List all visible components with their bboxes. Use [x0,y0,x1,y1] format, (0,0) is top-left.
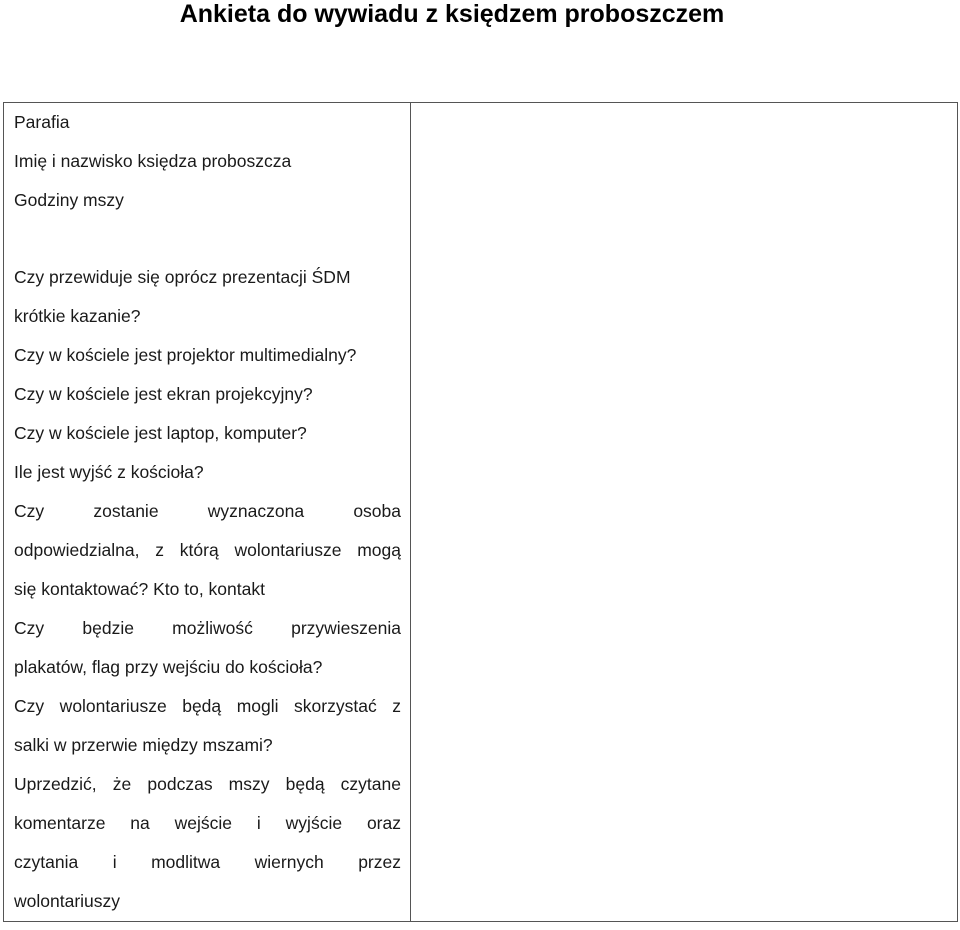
question-line: Ile jest wyjść z kościoła? [14,462,204,482]
table-row [4,103,958,922]
answer-area[interactable] [411,103,958,922]
question-line: Czy zostanie wyznaczona osoba [14,501,401,521]
question-2 [14,336,401,375]
question-line: Uprzedzić, że podczas mszy będą czytane [14,774,401,794]
question-line: Czy będzie możliwość przywieszenia [14,618,401,638]
question-4 [14,414,401,453]
question-line: salki w przerwie między mszami? [14,735,273,755]
question-line: Czy wolontariusze będą mogli skorzystać z [14,696,401,716]
intro-field-priest-name: Imię i nazwisko księdza proboszcza [14,151,292,171]
question-6 [14,492,401,609]
question-cell [4,103,411,922]
question-line: Czy przewiduje się oprócz prezentacji ŚDM [14,267,351,287]
survey-table [3,102,958,922]
question-1 [14,258,401,336]
spacer [14,220,401,258]
question-line: plakatów, flag przy wejściu do kościoła? [14,657,323,677]
question-8 [14,687,401,765]
question-list [4,103,410,921]
intro-field-parish: Parafia [14,112,70,132]
question-line: Czy w kościele jest ekran projekcyjny? [14,384,313,404]
question-line: komentarze na wejście i wyjście oraz [14,813,401,833]
question-7 [14,609,401,687]
question-line: Czy w kościele jest laptop, komputer? [14,423,307,443]
question-line: Czy w kościele jest projektor multimedialny? [14,345,357,365]
intro-field-mass-hours: Godziny mszy [14,190,124,210]
question-9 [14,765,401,921]
question-line: wolontariuszy [14,891,121,911]
question-5 [14,453,401,492]
question-line: się kontaktować? Kto to, kontakt [14,579,265,599]
question-3 [14,375,401,414]
question-line: czytania i modlitwa wiernych przez [14,852,401,872]
page-title: Ankieta do wywiadu z księdzem proboszczem [179,0,725,28]
question-line: odpowiedzialna, z którą wolontariusze mogą [14,540,401,560]
question-line: krótkie kazanie? [14,306,141,326]
